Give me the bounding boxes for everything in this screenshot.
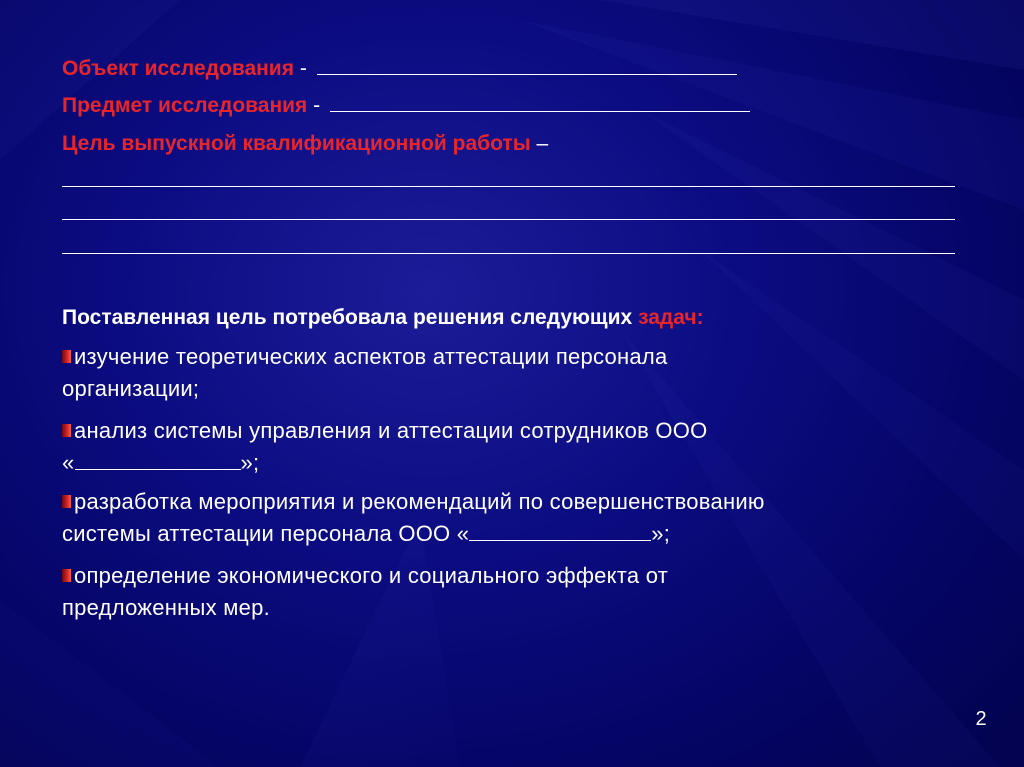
task-4-line-2: предложенных мер. [62,595,270,620]
subject-line [62,93,750,119]
task-3-line-1: разработка мероприятия и рекомендаций по совершенствованию [74,489,765,514]
task-item-3 [62,486,962,550]
goal-blank-line-1 [62,186,955,187]
task-1-line-1: изучение теоретических аспектов аттестации персонала [74,344,668,369]
task-3-quote-close: »; [651,521,671,546]
goal-line [62,131,548,157]
tasks-heading-accent: задач: [638,306,704,329]
tasks-heading-text: Поставленная цель потребовала решения следующих [62,306,633,329]
task-4-line-1: определение экономического и социального эффекта от [74,563,669,588]
task-item-1 [62,341,962,405]
goal-blank-line-2 [62,219,955,220]
object-hyphen: - [299,57,307,80]
page-number: 2 [975,708,987,730]
company-name-blank [75,449,241,470]
red-square-bullet-icon [62,495,71,508]
red-square-bullet-icon [62,424,71,437]
goal-label: Цель выпускной квалификационной работы [62,132,531,155]
red-square-bullet-icon [62,350,71,363]
object-label: Объект исследования [62,57,294,80]
subject-label: Предмет исследования [62,94,308,117]
subject-hyphen: - [313,94,321,117]
task-1-line-2: организации; [62,376,200,401]
red-square-bullet-icon [62,569,71,582]
subject-blank [330,93,750,112]
task-2-quote-close: »; [240,450,260,475]
task-2-line-1: анализ системы управления и аттестации сотрудников ООО [74,418,708,443]
tasks-heading [62,305,704,331]
goal-dash: – [536,132,549,155]
task-3-line-2: системы аттестации персонала ООО « [62,521,470,546]
object-blank [317,56,737,75]
company-name-blank [469,520,651,541]
task-item-2 [62,415,962,479]
task-item-4 [62,560,962,624]
task-2-quote-open: « [62,450,75,475]
goal-blank-line-3 [62,253,955,254]
object-line [62,56,737,82]
